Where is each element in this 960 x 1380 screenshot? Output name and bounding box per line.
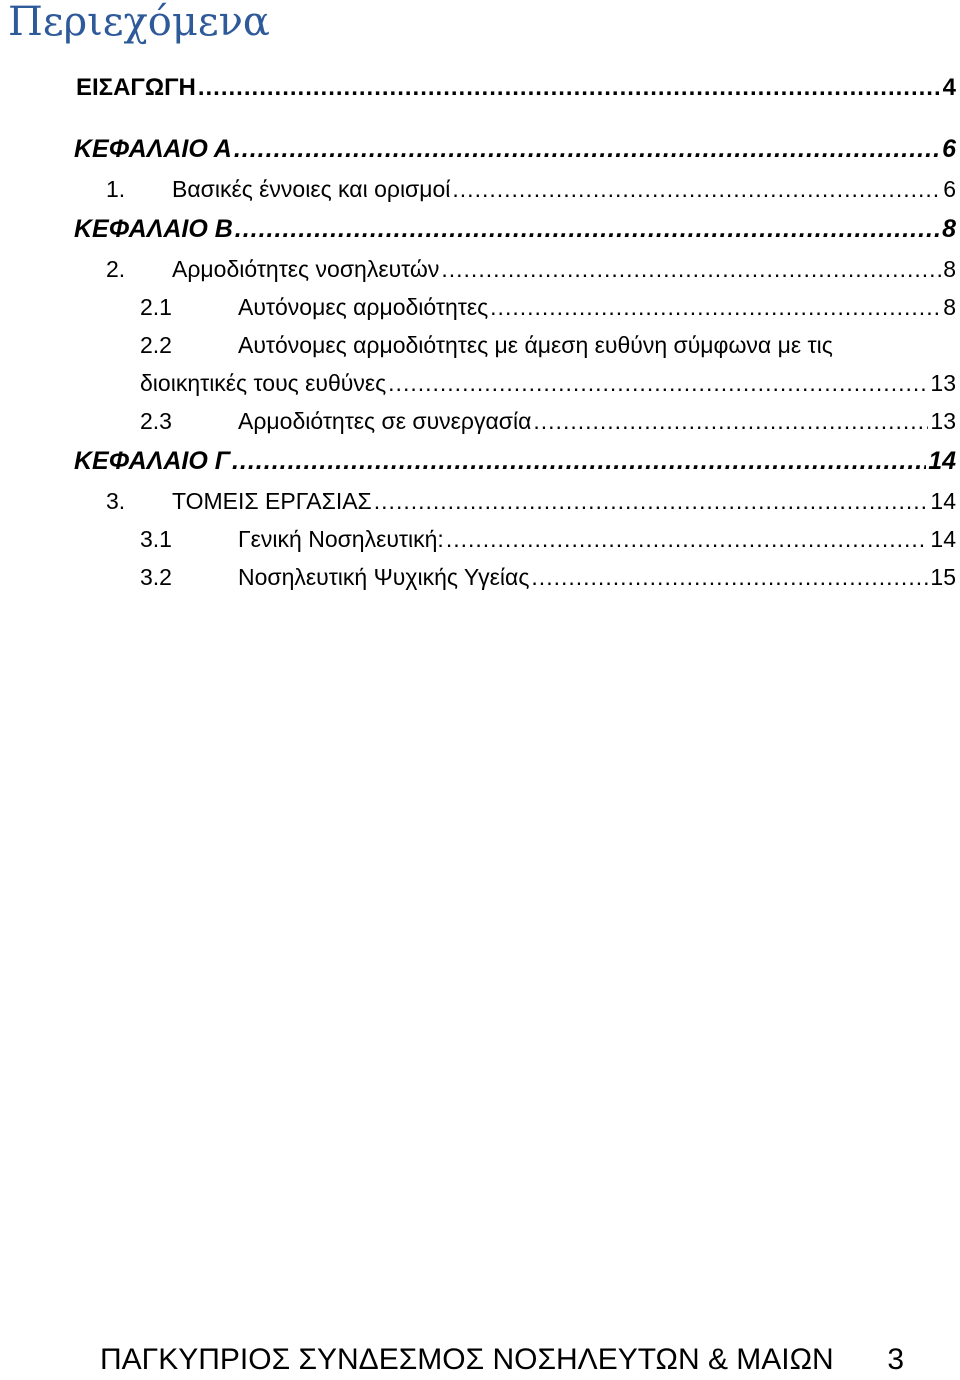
toc-entry-page: 8 [942,215,956,243]
toc-entry-section-3-2[interactable] [140,559,956,595]
toc-entry-number: 3.1 [140,526,172,552]
toc-entry-page: 14 [928,447,956,475]
toc-entry-page: 13 [930,370,956,396]
toc-leader-dots [388,365,928,401]
toc-entry-number: 3.2 [140,564,172,590]
toc-entry-text: ΤΟΜΕΙΣ ΕΡΓΑΣΙΑΣ [172,488,372,514]
toc-entry-page: 8 [943,294,956,320]
toc-entry-page: 13 [930,408,956,434]
toc-entry-chapter-b[interactable] [74,211,956,247]
toc-entry-section-2-3[interactable] [140,403,956,439]
toc-leader-dots [452,171,941,207]
toc-entry-text: Αυτόνομες αρμοδιότητες με άμεση ευθύνη σύμφωνα με τις [238,332,833,358]
toc-entry-text: ΚΕΦΑΛΑΙΟ Β [74,215,233,243]
toc-entry-page: 14 [930,526,956,552]
toc-entry-text: ΚΕΦΑΛΑΙΟ Α [74,135,232,163]
toc-entry-page: 14 [930,488,956,514]
toc-entry-section-2[interactable] [106,251,956,287]
toc-entry-section-1[interactable] [106,171,956,207]
toc-entry-number: 3. [106,488,126,514]
toc-leader-dots [374,483,929,519]
toc-entry-text: Αυτόνομες αρμοδιότητες [238,294,489,320]
toc-entry-section-3[interactable] [106,483,956,519]
toc-leader-dots [533,403,928,439]
toc-entry-text: Νοσηλευτική Ψυχικής Υγείας [238,564,530,590]
toc-leader-dots [235,211,940,247]
toc-leader-dots [441,251,941,287]
toc-entry-section-3-1[interactable] [140,521,956,557]
toc-entry-introduction[interactable] [76,70,956,106]
toc-entry-number: 2. [106,256,126,282]
toc-leader-dots [198,70,941,106]
toc-leader-dots [232,443,926,479]
toc-entry-number: 2.1 [140,294,172,320]
toc-leader-dots [234,131,940,167]
toc-entry-text: Βασικές έννοιες και ορισμοί [172,176,451,202]
toc-entry-chapter-c[interactable] [74,443,956,479]
toc-entry-number: 2.2 [140,332,172,358]
toc-entry-chapter-a[interactable] [74,131,956,167]
toc-leader-dots [490,289,941,325]
toc-entry-text: Αρμοδιότητες νοσηλευτών [172,256,440,282]
toc-title: Περιεχόμενα [8,0,270,45]
footer-page-number: 3 [887,1343,904,1376]
toc-entry-text: Αρμοδιότητες σε συνεργασία [238,408,532,434]
toc-entry-text: ΕΙΣΑΓΩΓΗ [76,74,196,101]
toc-entry-text: Γενική Νοσηλευτική: [238,526,444,552]
footer-organization: ΠΑΓΚΥΠΡΙΟΣ ΣΥΝΔΕΣΜΟΣ ΝΟΣΗΛΕΥΤΩΝ & ΜΑΙΩΝ [100,1343,834,1376]
toc-entry-page: 6 [942,135,956,163]
page-footer [100,1340,904,1380]
toc-entry-section-2-2-continued[interactable] [140,365,956,401]
toc-entry-number: 2.3 [140,408,172,434]
toc-leader-dots [446,521,929,557]
toc-leader-dots [531,559,928,595]
toc-entry-text-continued: διοικητικές τους ευθύνες [140,370,387,396]
toc-entry-page: 6 [943,176,956,202]
toc-entry-text: ΚΕΦΑΛΑΙΟ Γ [74,447,230,475]
toc-entry-section-2-1[interactable] [140,289,956,325]
toc-entry-page: 4 [942,74,956,101]
toc-entry-section-2-2[interactable] [140,327,900,363]
toc-entry-page: 8 [943,256,956,282]
toc-entry-page: 15 [930,564,956,590]
toc-entry-number: 1. [106,176,126,202]
